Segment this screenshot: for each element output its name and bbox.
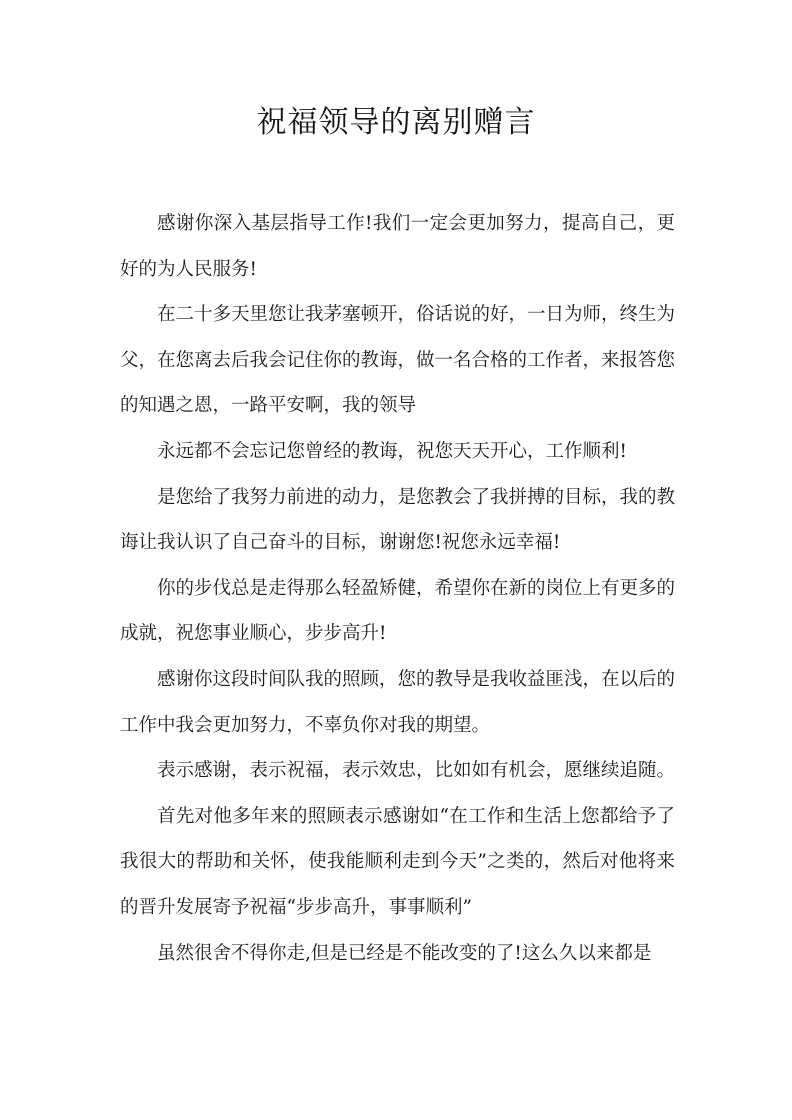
paragraph: 表示感谢，表示祝福，表示效忠，比如如有机会，愿继续追随。 xyxy=(157,760,676,782)
paragraph: 虽然很舍不得你走,但是已经是不能改变的了!这么久以来都是 xyxy=(157,942,652,964)
document-title: 祝福领导的离别赠言 xyxy=(256,105,536,140)
paragraph: 你的步伐总是走得那么轻盈矫健，希望你在新的岗位上有更多的成就，祝您事业顺心，步步高升! xyxy=(120,577,676,645)
paragraph: 感谢你这段时间队我的照顾，您的教导是我收益匪浅，在以后的工作中我会更加努力，不辜负你对我的期望。 xyxy=(120,668,676,736)
paragraph: 首先对他多年来的照顾表示感谢如“在工作和生活上您都给予了我很大的帮助和关怀，使我能顺利走到今天”之类的，然后对他将来的晋升发展寄予祝福“步步高升，事事顺利” xyxy=(120,805,675,918)
paragraph: 感谢你深入基层指导工作!我们一定会更加努力，提高自己，更好的为人民服务! xyxy=(120,213,675,280)
paragraph: 在二十多天里您让我茅塞顿开，俗话说的好，一日为师，终生为父，在您离去后我会记住你的教诲，做一名合格的工作者，来报答您的知遇之恩，一路平安啊，我的领导 xyxy=(120,304,676,417)
paragraph: 是您给了我努力前进的动力，是您教会了我拼搏的目标，我的教诲让我认识了自己奋斗的目标，谢谢您!祝您永远幸福! xyxy=(120,486,676,554)
paragraph: 永远都不会忘记您曾经的教诲，祝您天天开心，工作顺利! xyxy=(157,440,627,462)
document-body xyxy=(120,201,675,976)
